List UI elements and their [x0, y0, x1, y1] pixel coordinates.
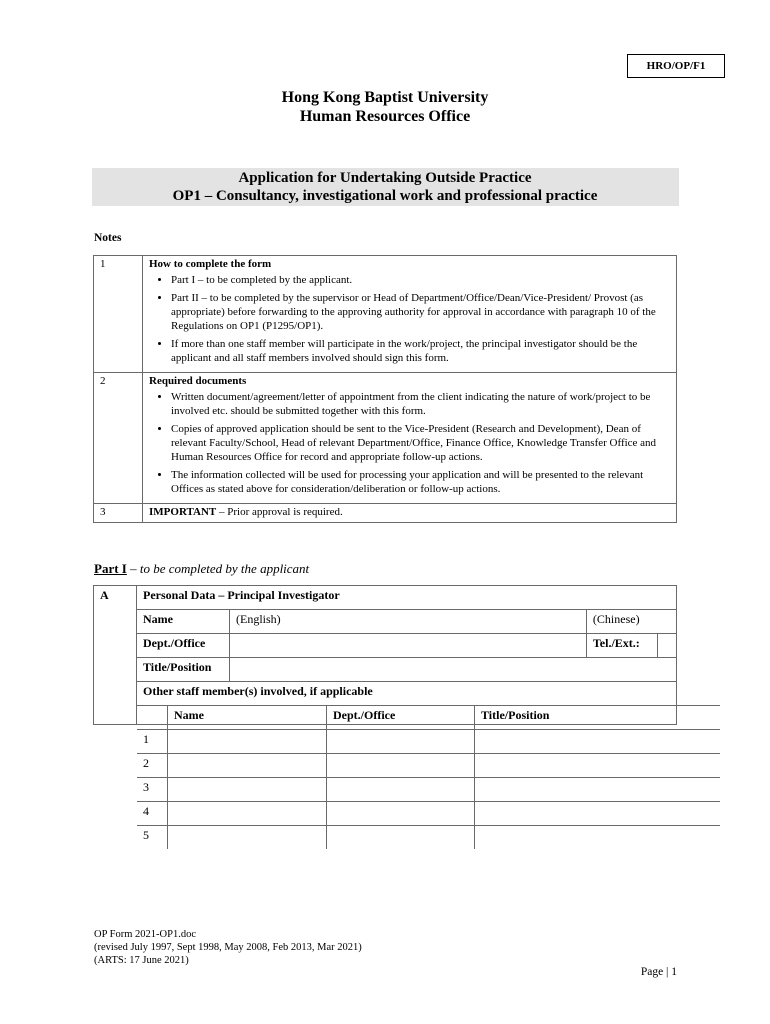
note-title: How to complete the form — [149, 258, 272, 270]
important-label: IMPORTANT — [149, 506, 217, 518]
note-title: Required documents — [149, 375, 247, 387]
notes-heading: Notes — [94, 232, 122, 244]
section-a-table — [93, 585, 677, 842]
part1-heading — [94, 561, 309, 577]
staff-title-field[interactable] — [475, 826, 721, 850]
staff-dept-field[interactable] — [327, 754, 475, 778]
staff-row-number: 4 — [137, 802, 168, 826]
note-bullet: • Part I – to be completed by the applicant. — [171, 273, 672, 287]
dept-field[interactable] — [230, 634, 587, 658]
footer-arts: (ARTS: 17 June 2021) — [94, 955, 189, 966]
section-letter: A — [94, 586, 137, 725]
staff-name-field[interactable] — [168, 778, 327, 802]
staff-dept-field[interactable] — [327, 802, 475, 826]
name-chinese-field[interactable]: (Chinese) — [586, 610, 676, 634]
notes-table — [93, 255, 677, 523]
page-number: Page | 1 — [640, 966, 677, 978]
part1-description: – to be completed by the applicant — [126, 561, 310, 576]
staff-row — [137, 730, 720, 754]
title-field[interactable] — [230, 658, 677, 682]
note-bullet: • The information collected will be used for processing your application and will be presented to the relevant Offices as stated above for consideration/deliberation or follow-up actions. — [171, 468, 672, 496]
staff-name-field[interactable] — [168, 802, 327, 826]
staff-title-field[interactable] — [475, 730, 721, 754]
staff-header: Title/Position — [475, 706, 721, 730]
note-row — [94, 504, 677, 523]
university-name: Hong Kong Baptist University — [281, 89, 489, 106]
form-title: Application for Undertaking Outside Practice — [238, 170, 532, 186]
footer — [94, 928, 362, 967]
tel-label: Tel./Ext.: — [586, 634, 657, 658]
section-a-heading: Personal Data – Principal Investigator — [137, 586, 677, 610]
tel-field[interactable] — [657, 634, 676, 658]
title-label: Title/Position — [137, 658, 230, 682]
office-name: Human Resources Office — [299, 108, 471, 125]
staff-row — [137, 778, 720, 802]
note-bullet: • Part II – to be completed by the supervisor or Head of Department/Office/Dean/Vice-President/ Provost (as appropriate) before forwarding to the approving authority for approval in accordance with paragraph 10 of the Regulations on OP1 (P1295/OP1). — [171, 291, 672, 333]
name-label: Name — [137, 610, 230, 634]
dept-label: Dept./Office — [137, 634, 230, 658]
other-staff-label: Other staff member(s) involved, if applicable — [137, 682, 677, 706]
staff-row — [137, 826, 720, 850]
note-row — [94, 373, 677, 504]
note-row — [94, 256, 677, 373]
footer-filename: OP Form 2021-OP1.doc — [94, 929, 196, 940]
staff-row — [137, 754, 720, 778]
staff-title-field[interactable] — [475, 802, 721, 826]
staff-title-field[interactable] — [475, 778, 721, 802]
staff-row-number: 1 — [137, 730, 168, 754]
staff-header: Name — [168, 706, 327, 730]
note-bullet: • Copies of approved application should be sent to the Vice-President (Research and Development), Dean of relevant Faculty/School, Head of relevant Department/Office, Finance Office, Knowledge Transfer Office and Human Resources Office for record and appropriate follow-up actions. — [171, 422, 672, 464]
staff-name-field[interactable] — [168, 730, 327, 754]
note-number: 1 — [94, 256, 143, 373]
staff-row-number: 2 — [137, 754, 168, 778]
staff-dept-field[interactable] — [327, 826, 475, 850]
part1-label: Part I — [94, 561, 127, 576]
staff-dept-field[interactable] — [327, 730, 475, 754]
staff-row-number: 3 — [137, 778, 168, 802]
note-bullet: • If more than one staff member will participate in the work/project, the principal investigator should be the applicant and all staff members involved should sign this form. — [171, 337, 672, 365]
staff-row — [137, 802, 720, 826]
footer-revisions: (revised July 1997, Sept 1998, May 2008, Feb 2013, Mar 2021) — [94, 942, 362, 953]
staff-header: Dept./Office — [327, 706, 475, 730]
staff-table — [137, 705, 720, 849]
form-subtitle: OP1 – Consultancy, investigational work and professional practice — [172, 188, 598, 204]
staff-name-field[interactable] — [168, 754, 327, 778]
staff-dept-field[interactable] — [327, 778, 475, 802]
form-code: HRO/OP/F1 — [627, 54, 725, 78]
name-english-field[interactable]: (English) — [230, 610, 587, 634]
staff-name-field[interactable] — [168, 826, 327, 850]
note-number: 3 — [94, 504, 143, 523]
note-bullet: • Written document/agreement/letter of appointment from the client indicating the nature of work/project to be involved etc. should be submitted together with this form. — [171, 390, 672, 418]
staff-row-number: 5 — [137, 826, 168, 850]
staff-title-field[interactable] — [475, 754, 721, 778]
important-text: – Prior approval is required. — [216, 506, 343, 518]
note-number: 2 — [94, 373, 143, 504]
